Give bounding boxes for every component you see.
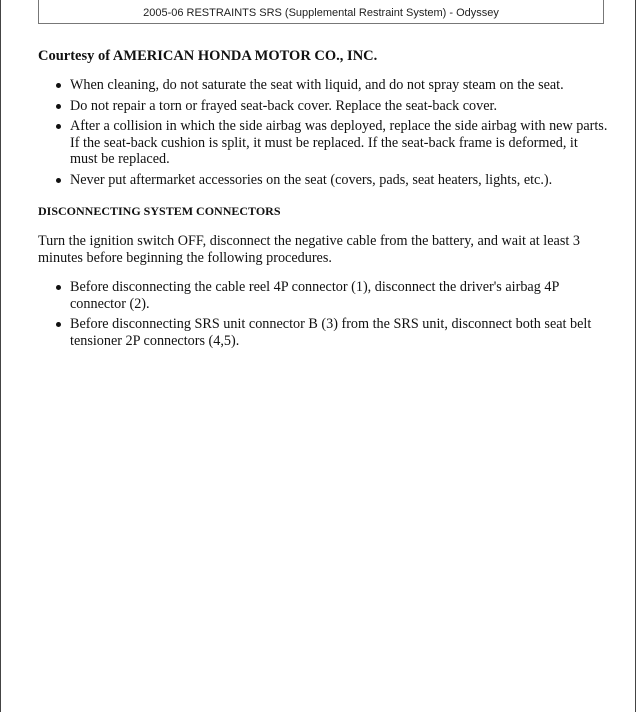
- list-item-text: After a collision in which the side airbag was deployed, replace the side airbag with new parts. If the seat-back cushion is split, it must be replaced. If the seat-back frame is deformed, it must be replaced.: [70, 118, 608, 167]
- cautions-list: [38, 77, 608, 188]
- list-item-text: Before disconnecting the cable reel 4P connector (1), disconnect the driver's airbag 4P connector (2).: [70, 279, 559, 312]
- list-item: [38, 77, 608, 94]
- list-item: [38, 98, 608, 115]
- list-item: [38, 172, 608, 189]
- page-header-title: 2005-06 RESTRAINTS SRS (Supplemental Restraint System) - Odyssey: [143, 7, 499, 19]
- list-item-text: Before disconnecting SRS unit connector B (3) from the SRS unit, disconnect both seat belt tensioner 2P connectors (4,5).: [70, 316, 592, 349]
- bullet-icon: [56, 104, 61, 109]
- bullet-icon: [56, 178, 61, 183]
- list-item-text: When cleaning, do not saturate the seat with liquid, and do not spray steam on the seat.: [70, 77, 564, 93]
- document-body: [38, 46, 608, 353]
- bullet-icon: [56, 285, 61, 290]
- list-item: [38, 316, 608, 349]
- instruction-paragraph: Turn the ignition switch OFF, disconnect the negative cable from the battery, and wait at least 3 minutes before beginning the following procedures.: [38, 233, 580, 266]
- section-heading: DISCONNECTING SYSTEM CONNECTORS: [38, 204, 281, 218]
- bullet-icon: [56, 124, 61, 129]
- list-item: [38, 279, 608, 312]
- list-item: [38, 118, 608, 168]
- procedure-list: [38, 279, 608, 349]
- page-header: [38, 0, 604, 24]
- bullet-icon: [56, 322, 61, 327]
- list-item-text: Never put aftermarket accessories on the seat (covers, pads, seat heaters, lights, etc.).: [70, 171, 553, 188]
- list-item-text: Do not repair a torn or frayed seat-back cover. Replace the seat-back cover.: [70, 97, 497, 114]
- courtesy-line: Courtesy of AMERICAN HONDA MOTOR CO., INC.: [38, 48, 378, 64]
- bullet-icon: [56, 83, 61, 88]
